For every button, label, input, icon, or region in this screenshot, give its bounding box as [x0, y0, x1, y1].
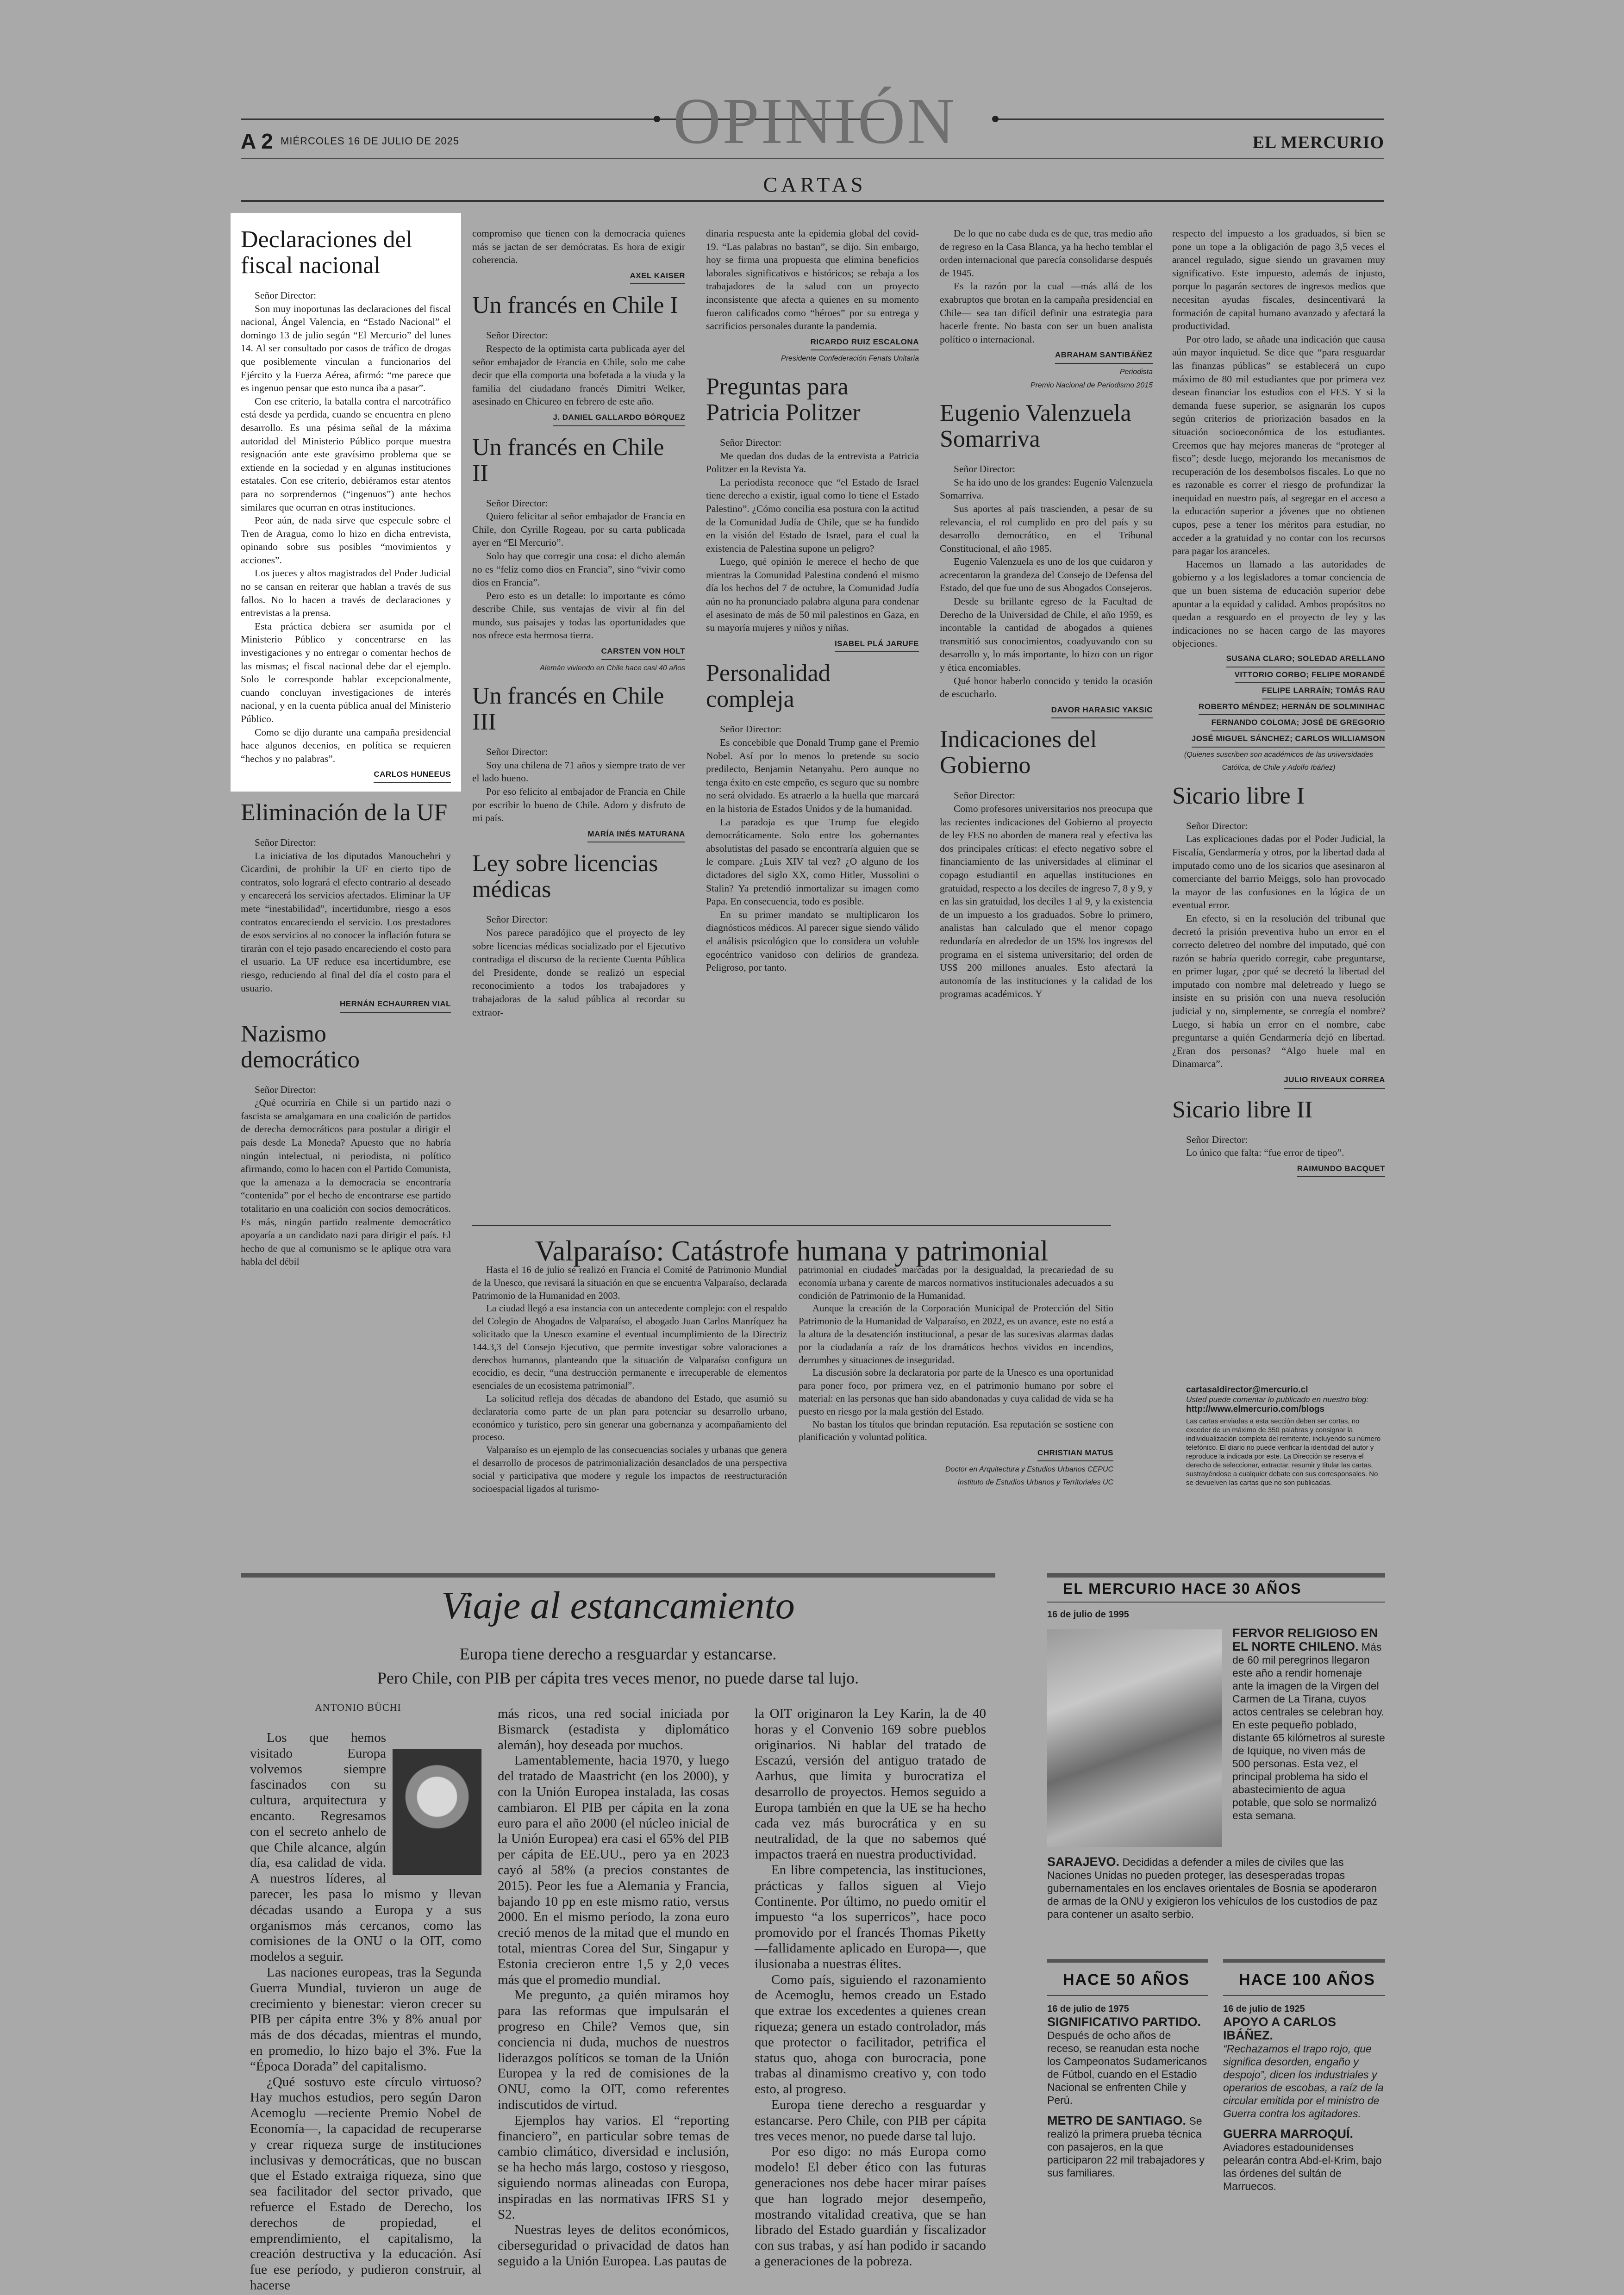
salute: Señor Director: [486, 330, 548, 341]
paragraph: ¿Qué ocurriría en Chile si un partido nazi o fascista se amalgamara en una coalición de partidos de derecha democráticos para postular a dirigir el país desde La Moneda? Apuesto que no habría ningún intelectual, ni periodista, ni político afirmando, como lo hacen con el Partido Comunista, que la amenaza a la democracia se encontraría “contenida” por el hecho de encontrarse ese partido totalitario en una coalición con socios democráticos. Es más, ningún partido realmente democrático apoyaría a un candidato nazi para dirigir el país. El hecho de que al comunismo se le aplique otra vara habla del débil [241, 1097, 451, 1267]
column-author: ANTONIO BÜCHI [315, 1702, 401, 1713]
author-photo [393, 1749, 481, 1875]
letter-title: Ley sobre licencias médicas [472, 850, 658, 903]
paragraph: Por eso digo: no más Europa como modelo! El deber ético con las futuras generaciones nos debe hacer mirar países que han logrado mejor desempeño, mostrando vitalidad creativa, que se han librado del Estado guardián y fiscalizador con sus trabas, y así han podido ir sacando a generaciones de la pobreza. [755, 2144, 986, 2269]
sidebar-heading-rule [1047, 1602, 1385, 1603]
salute: Señor Director: [486, 914, 548, 925]
column-5 [1172, 227, 1385, 1179]
paragraph: Hasta el 16 de julio se realizó en Francia el Comité de Patrimonio Mundial de la Unesco, que revisará la situación en que se encuentra Valparaíso, declarada Patrimonio de la Humanidad en 2003. [472, 1264, 787, 1301]
paragraph: Por eso felicito al embajador de Francia en Chile por escribir lo bueno de Chile. Adoro y disfruto de mi país. [472, 786, 685, 824]
paragraph: Las explicaciones dadas por el Poder Judicial, la Fiscalía, Gendarmería y otros, por la libertad dada al imputado como uno de los sicarios que asesinaron al comerciante del barrio Meiggs, solo han provocado la mayor de las confusiones en la lógica de un eventual error. [1172, 833, 1385, 911]
signature: MARÍA INÉS MATURANA [587, 828, 685, 843]
date-line: MIÉRCOLES 16 DE JULIO DE 2025 [281, 135, 460, 147]
story-title: GUERRA MARROQUÍ. [1223, 2127, 1353, 2141]
salute: Señor Director: [954, 790, 1016, 801]
blog-note: Usted puede comentar lo publicado en nuestro blog: [1186, 1395, 1369, 1404]
signature: J. DANIEL GALLARDO BÓRQUEZ [553, 411, 685, 426]
sidebar-story-30 [1232, 1627, 1385, 1822]
paragraph: Como país, siguiendo el razonamiento de Acemoglu, hemos creado un Estado que extrae los excedentes a quienes crean riqueza; genera un estado controlador, más que protector o facilitador, petrifica el status quo, ahoga con burocracia, pone trabas al dinamismo creativo y, con todo esto, al progreso. [755, 1972, 986, 2097]
valparaiso-rule [472, 1225, 1111, 1226]
column-title: Viaje al estancamiento [441, 1584, 795, 1627]
sidebar-100-rule-2 [1223, 1995, 1385, 1996]
story-title: METRO DE SANTIAGO. [1047, 2114, 1187, 2127]
paragraph: la OIT originaron la Ley Karin, la de 40 horas y el Convenio 169 sobre pueblos originarios. Ni hablar del tratado de Escazú, versión del antiguo tratado de Aarhus, que limita y burocratiza el desarrollo de proyectos. Hemos seguido a Europa también en que la UE se ha hecho cada vez más burocrática y en su neutralidad, de la que no sabemos qué impactos traerá en nuestra productividad. [755, 1706, 986, 1862]
column-1 [231, 213, 461, 1268]
salute: Señor Director: [720, 723, 782, 735]
letter-title: Nazismo democrático [241, 1020, 360, 1073]
column-body-2 [498, 1706, 729, 2270]
sidebar-heading: EL MERCURIO HACE 30 AÑOS [1063, 1580, 1302, 1597]
paragraph: Como profesores universitarios nos preocupa que las recientes indicaciones del Gobierno al proyecto de ley FES no aborden de manera real y efectiva las dos principales críticas: el efecto negativo sobre el financiamiento de las universidades al eliminar el copago estudiantil en aquellas instituciones en gratuidad, respecto a los deciles de ingreso 7, 8 y 9, y en las sin gratuidad, los deciles 1 al 9, y la existencia de un impuesto a los graduados. Sobre lo primero, analistas han calculado que el menor copago redundaría en alrededor de un 15% los ingresos del programa en el sistema universitario; del orden de US$ 200 millones anuales. Esto afectará la autonomía de las instituciones y la calidad de los programas académicos. Y [940, 803, 1153, 1000]
header-rule-top [241, 158, 1384, 159]
paragraph: Ejemplos hay varios. El “reporting financiero”, en particular sobre temas de cambio climático, diversidad e inclusión, se ha hecho más largo, costoso y riesgoso, siguiendo normas alineadas con Europa, inspiradas en las normativas IFRS S1 y S2. [498, 2113, 729, 2222]
paragraph: La paradoja es que Trump fue elegido democráticamente. Solo entre los gobernantes absolutistas del pasado se encontraría alguien que se le compare. ¿Luis XIV tal vez? ¿O alguno de los dictadores del siglo XX, como Hitler, Mussolini o Stalin? Ya pretendió inmortalizar su imagen como Papa. En consecuencia, todo es posible. [706, 816, 919, 907]
header-rule-right [995, 118, 1384, 120]
paragraph: Pero esto es un detalle: lo importante es cómo describe Chile, sus ventajas de vivir al fin del mundo, sus paisajes y todas las oportunidades que nos ofrece esta hermosa tierra. [472, 590, 685, 641]
paragraph: Son muy inoportunas las declaraciones del fiscal nacional, Ángel Valencia, en “Estado Nacional” el domingo 13 de julio según “El Mercurio” del lunes 14. Al ser consultado por casos de tráfico de drogas que posiblemente vinculan a funcionarios del Ejército y la Fuerza Aérea, afirmó: “me parece que es ingenuo pensar que esto nunca iba a pasar”. [241, 303, 451, 394]
signature: RAIMUNDO BACQUET [1297, 1162, 1385, 1178]
letter-rules: Las cartas enviadas a esta sección deben ser cortas, no exceder de un máximo de 350 palabras y consignar la individualización completa del remitente, incluyendo su número telefónico. El diario no puede verificar la identidad del autor y reproduce la indicada por este. La Dirección se reserva el derecho de seleccionar, extractar, resumir y titular las cartas, sustrayéndose a cualquier debate con sus corresponsales. No se devuelven las cartas que no son publicadas. [1186, 1417, 1381, 1487]
valparaiso-col-1 [472, 1264, 787, 1495]
column-body-3 [755, 1706, 986, 2270]
paragraph: Nos parece paradójico que el proyecto de ley sobre licencias médicas socializado por el Ejecutivo contradiga el discurso de la reciente Cuenta Pública del Presidente, donde se realizó un especial reconocimiento a todos los trabajadores y trabajadoras de la salud pública al recordar su extraor- [472, 927, 685, 1018]
story-text: Más de 60 mil peregrinos llegaron este año a rendir homenaje ante la imagen de la Virgen del Carmen de La Tirana, cuyos actos centrales se celebran hoy. En este pequeño poblado, distante 65 kilómetros al sureste de Iquique, no viven más de 500 personas. Esta vez, el principal problema ha sido el abastecimiento de agua potable, que solo se normalizó esta semana. [1232, 1641, 1385, 1821]
paragraph: Luego, qué opinión le merece el hecho de que mientras la Comunidad Palestina condenó el mismo día los hechos del 7 de octubre, la Comunidad Judía aún no ha pronunciado palabra alguna para condenar el asesinato de más de 50 mil palestinos en Gaza, en su mayoría mujeres y niños y niñas. [706, 556, 919, 634]
story-date: 16 de julio de 1975 [1047, 2004, 1129, 2014]
sidebar-story-100 [1223, 2002, 1385, 2193]
signature: ABRAHAM SANTIBÁÑEZ [1055, 349, 1153, 364]
header-rule-bottom [241, 200, 1384, 202]
paragraph: Lo único que falta: “fue error de tipeo”. [1186, 1147, 1344, 1159]
paragraph: Con ese criterio, la batalla contra el narcotráfico está desde ya perdida, cuando se encuentra en pleno desarrollo. Es una pésima señal de la máxima autoridad del Ministerio Público porque muestra resignación ante este gravísimo problema que se extiende en la sociedad y en algunas instituciones estatales. Con ese criterio, debiéramos estar atentos para no sorprendernos (“ingenuos”) ante hechos similares que ocurran en otras instituciones. [241, 395, 451, 513]
paragraph: más ricos, una red social iniciada por Bismarck (estadista y diplomático alemán), hoy deseada por muchos. [498, 1706, 729, 1752]
paragraph: Lamentablemente, hacia 1970, y luego del tratado de Maastricht (en los 2000), y con la Unión Europea instalada, las cosas cambiaron. El PIB per cápita en la zona euro para el año 2000 (el núcleo inicial de la Unión Europea) era casi el 65% del PIB per cápita de EE.UU., pero ya en 2023 cayó al 58% (a precios constantes de 2015). Peor les fue a Alemania y Francia, bajando 10 pp en este mismo ratio, versus 2000. En el mismo período, la zona euro creció menos de la mitad que el mundo en total, mientras Corea del Sur, Singapur y Estonia crecieron entre 1,5 y 2,0 veces más que el promedio mundial. [498, 1753, 729, 1987]
subsection-title: CARTAS [763, 173, 867, 196]
paragraph: Nuestras leyes de delitos económicos, ciberseguridad o privacidad de datos han seguido a la Unión Europea. Las pautas de [498, 2222, 729, 2269]
signature: CHRISTIAN MATUS [1037, 1447, 1113, 1461]
story-title: FERVOR RELIGIOSO EN EL NORTE CHILENO. [1232, 1626, 1378, 1653]
signature: ISABEL PLÁ JARUFE [835, 637, 919, 653]
sidebar-story-50 [1047, 2002, 1208, 2179]
signature: CARSTEN VON HOLT [601, 645, 685, 660]
paragraph: Esta práctica debiera ser asumida por el Ministerio Público y concentrarse en las investigaciones y no entregar o comentar hechos de las mismas; el fiscal nacional debe dar el ejemplo. Solo le corresponde hablar excepcionalmente, cuando concluyan investigaciones de interés nacional, y en la cuenta pública anual del Ministerio Público. [241, 620, 451, 724]
valparaiso-col-2 [799, 1264, 1113, 1496]
signature-role: Presidente Confederación Fenats Unitaria [781, 355, 919, 363]
story-title: APOYO A CARLOS IBÁÑEZ. [1223, 2015, 1337, 2042]
paragraph: respecto del impuesto a los graduados, si bien se pone un tope a la obligación de pago 3,5 veces el arancel regulado, sigue siendo un gravamen muy significativo. Este impuesto, además de injusto, porque lo pagarán sectores de ingresos medios que necesitan ayudas fiscales, desincentivará la formación de capital humano avanzado y afectará la productividad. [1172, 228, 1385, 332]
letter-title: Un francés en Chile I [472, 292, 678, 319]
contact-box [1186, 1385, 1385, 1487]
paragraph: En su primer mandato se multiplicaron los diagnósticos médicos. Al parecer sigue siendo válido el análisis psicológico que lo considera un voluble egocéntrico vanidoso con delirios de grandeza. Peligroso, por tanto. [706, 909, 919, 973]
salute: Señor Director: [1186, 820, 1248, 831]
blog-link[interactable]: http://www.elmercurio.com/blogs [1186, 1404, 1325, 1414]
contact-email[interactable]: cartasaldirector@mercurio.cl [1186, 1385, 1308, 1395]
paragraph: Los jueces y altos magistrados del Poder Judicial no se cansan en reiterar que hablan a través de sus fallos. No lo hacen a través de declaraciones y entrevistas a la prensa. [241, 568, 451, 619]
paragraph: La discusión sobre la declaratoria por parte de la Unesco es una oportunidad para poner foco, por primera vez, en el patrimonio humano por sobre el material: en las personas que han sido abandonadas y cuya calidad de vida se ha puesto en riesgo por la mala gestión del Estado. [799, 1367, 1113, 1417]
header-dot-left [654, 116, 660, 122]
paragraph: Por otro lado, se añade una indicación que causa aún mayor inquietud. Se dice que “para resguardar las finanzas públicas” se establecerá un cupo máximo de 80 mil estudiantes que por primera vez desean financiar los estudios con el FES. Y si la demanda fuese superior, se asignarán los cupos según criterios de priorización basados en la situación socioeconómica de los estudiantes. Creemos que hay mejores maneras de “proteger al fisco”; desde luego, mejorando los mecanismos de recuperación de los desembolsos fiscales. Lo que no es razonable es correr el riesgo de profundizar la inequidad en nuestro país, al segregar en el acceso a la educación superior a jóvenes que no obtienen cupos, pese a tener los méritos para estudiar, no acceder a la gratuidad y no contar con los recursos para pagar los aranceles. [1172, 333, 1385, 557]
signature-role: (Quienes suscriben son académicos de las universidades Católica, de Chile y Adolfo Ibáñez) [1184, 750, 1374, 772]
letter-title: Personalidad compleja [706, 660, 831, 713]
sidebar-date-30: 16 de julio de 1995 [1047, 1609, 1129, 1620]
story-title: SIGNIFICATIVO PARTIDO. [1047, 2015, 1201, 2029]
sidebar-100-rule [1223, 1959, 1385, 1963]
letter-title: Eliminación de la UF [241, 799, 448, 826]
letter-title: Un francés en Chile II [472, 434, 664, 486]
paragraph: Como se dijo durante una campaña presidencial hace algunos decenios, en política se requieren “hechos y no palabras”. [241, 726, 451, 764]
signature: RICARDO RUIZ ESCALONA [811, 336, 919, 351]
paragraph: Europa tiene derecho a resguardar y estancarse. Pero Chile, con PIB per cápita tres veces menor, no puede darse tal lujo. [755, 2097, 986, 2144]
story-text: Aviadores estadounidenses pelearán contra Abd-el-Krim, bajo las órdenes del sultán de Marruecos. [1223, 2141, 1382, 2192]
letter-title: Sicario libre I [1172, 782, 1305, 809]
paragraph: Solo hay que corregir una cosa: el dicho alemán no es “feliz como dios en Francia”, sino “vivir como dios en Francia”. [472, 550, 685, 588]
sidebar-heading-100: HACE 100 AÑOS [1239, 1971, 1375, 1989]
salute: Señor Director: [255, 290, 317, 301]
salute: Señor Director: [954, 463, 1016, 475]
story-title: SARAJEVO. [1047, 1855, 1120, 1869]
signature: SUSANA CLARO; SOLEDAD ARELLANO [1226, 652, 1385, 667]
column-top-rule [241, 1573, 995, 1578]
signature: JULIO RIVEAUX CORREA [1284, 1073, 1385, 1089]
letter-title: Indicaciones del Gobierno [940, 726, 1097, 779]
column-subtitle: Pero Chile, con PIB per cápita tres veces menor, no puede darse tal lujo. [377, 1669, 859, 1687]
column-subtitle: Europa tiene derecho a resguardar y estancarse. [459, 1645, 777, 1663]
sidebar-heading-50: HACE 50 AÑOS [1063, 1971, 1190, 1989]
page-number: A 2 [241, 129, 273, 153]
paragraph: Quiero felicitar al señor embajador de Francia en Chile, don Cyrille Rogeau, por su carta publicada ayer en “El Mercurio”. [472, 511, 685, 549]
sidebar-50-rule-2 [1047, 1995, 1208, 1996]
paragraph: La periodista reconoce que “el Estado de Israel tiene derecho a existir, igual como lo tiene el Estado Palestino”. ¿Cómo concilia esa postura con la actitud de la Comunidad Judía de Chile, que se ha fundido en la visión del Estado de Israel, para el cual la existencia de Palestina supone un peligro? [706, 476, 919, 554]
sidebar-story-30b [1047, 1855, 1385, 1921]
sidebar-50-rule [1047, 1959, 1208, 1963]
masthead: EL MERCURIO [1252, 133, 1384, 152]
signature: JOSÉ MIGUEL SÁNCHEZ; CARLOS WILLIAMSON [1192, 732, 1385, 748]
paragraph: Me pregunto, ¿a quién miramos hoy para las reformas que impulsarán el progreso en Chile? Vemos que, sin conciencia ni duda, muchos de nuestros liderazgos políticos se toman de la Unión Europea y la red de comisiones de la ONU, como la OIT, como referentes indiscutidos de virtud. [498, 1988, 729, 2112]
column-body-1 [250, 1730, 481, 2294]
paragraph: La ciudad llegó a esa instancia con un antecedente complejo: con el respaldo del Colegio de Abogados de Valparaíso, el abogado Juan Carlos Manríquez ha solicitado que la Unesco examine el eventual incumplimiento de la Directriz 144.3,3 del Consejo Ejecutivo, que permite investigar sobre valoraciones a derechos humanos, planteando que la situación de Valparaíso configura un ecocidio, es decir, “una destrucción permanente e irrecuperable de elementos esenciales de un ecosistema patrimonial”. [472, 1303, 787, 1391]
paragraph: Las naciones europeas, tras la Segunda Guerra Mundial, tuvieron un auge de crecimiento y bienestar: vieron crecer su PIB per cápita entre 3% y 8% anual por más de dos décadas, mientras el mundo, en promedio, lo hizo bajo el 3%. Fue la “Época Dorada” del capitalismo. [250, 1964, 481, 2074]
signature-role: Alemán viviendo en Chile hace casi 40 años [540, 664, 685, 672]
signature: CARLOS HUNEEUS [374, 768, 451, 783]
paragraph: Eugenio Valenzuela es uno de los que cuidaron y acrecentaron la grandeza del Consejo de Defensa del Estado, del que fue uno de sus Abogados Consejeros. [940, 556, 1153, 594]
story-date: 16 de julio de 1925 [1223, 2004, 1305, 2014]
paragraph: No bastan los títulos que brindan reputación. Esa reputación se sostiene con planificación y voluntad política. [799, 1418, 1113, 1443]
paragraph: ¿Qué sostuvo este círculo virtuoso? Hay muchos estudios, pero según Daron Acemoglu —reciente Premio Nobel de Economía—, la capacidad de recuperarse y crear riqueza surge de instituciones inclusivas y democráticas, que no buscan que el Estado extraiga riqueza, sino que sea facilitador del sector privado, que refuerce el Estado de Derecho, los derechos de propiedad, el emprendimiento, el capitalismo, la creación destructiva y la educación. Así fue ese período, y pudieron construir, al hacerse [250, 2074, 481, 2293]
signature: AXEL KAISER [630, 269, 686, 285]
letter-title: Un francés en Chile III [472, 683, 664, 736]
valparaiso-title: Valparaíso: Catástrofe humana y patrimonial [535, 1235, 1049, 1267]
signature: FELIPE LARRAÍN; TOMÁS RAU [1262, 684, 1385, 699]
letter-title: Sicario libre II [1172, 1096, 1313, 1123]
section-title: OPINIÓN [673, 84, 956, 157]
letter-title: Declaraciones del fiscal nacional [241, 226, 413, 279]
letter-title: Eugenio Valenzuela Somarriva [940, 400, 1131, 453]
salute: Señor Director: [486, 746, 548, 758]
signature: ROBERTO MÉNDEZ; HERNÁN DE SOLMINIHAC [1199, 700, 1385, 716]
sidebar-top-rule [1047, 1573, 1385, 1578]
sidebar-photo [1047, 1629, 1222, 1847]
paragraph: En efecto, si en la resolución del tribunal que decretó la prisión preventiva hubo un error en el correcto deletreo del nombre del imputado, qué con razón se habría querido corregir, cabe preguntarse, en primer lugar, ¿por qué se decretó la libertad del imputado con nombre mal deletreado y luego se insiste en su prisión con una nueva resolución judicial y no, simplemente, se corregía el nombre? Luego, si había un error en el nombre, cabe preguntarse a quién Gendarmería dejó en libertad. ¿Eran dos personas? “Algo huele mal en Dinamarca”. [1172, 912, 1385, 1070]
salute: Señor Director: [720, 437, 782, 448]
paragraph: Me quedan dos dudas de la entrevista a Patricia Politzer en la Revista Ya. [706, 450, 919, 475]
paragraph: Aunque la creación de la Corporación Municipal de Protección del Sitio Patrimonio de la Humanidad de Valparaíso, en 2022, es un avance, este no está a la altura de la desatención institucional, a pesar de las sucesivas alarmas dadas por la ciudadanía a raíz de los dramáticos hechos vividos en incendios, derrumbes y situaciones de inseguridad. [799, 1303, 1113, 1366]
paragraph: Valparaíso es un ejemplo de las consecuencias sociales y urbanas que genera el desarrollo de procesos de patrimonialización desanclados de una perspectiva social y participativa que modere y regule los impactos de reestructuración socioespacial ligados al turismo- [472, 1444, 787, 1494]
salute: Señor Director: [255, 1084, 317, 1095]
signature: FERNANDO COLOMA; JOSÉ DE GREGORIO [1212, 716, 1385, 731]
paragraph: De lo que no cabe duda es de que, tras medio año de regreso en la Casa Blanca, ya ha hecho temblar el orden internacional que parecía consolidarse después de 1945. [940, 228, 1153, 279]
header-dot-right [992, 116, 999, 122]
story-text: Decididas a defender a miles de civiles que las Naciones Unidas no pueden proteger, las desesperadas tropas gubernamentales en los enclaves orientales de Bosnia se apoderaron de armas de la ONU y exigieron los vehículos de los custodios de paz para contener un asalto serbio. [1047, 1856, 1378, 1920]
paragraph: Respecto de la optimista carta publicada ayer del señor embajador de Francia en Chile, solo me cabe decir que ella comporta una bofetada a la viuda y la familia del ciudadano francés Dimitri Welker, asesinado en Chicureo en febrero de este año. [472, 343, 685, 407]
story-text: Se realizó la primera prueba técnica con pasajeros, en la que participaron 22 mil trabajadores y sus familiares. [1047, 2115, 1205, 2179]
salute: Señor Director: [1186, 1134, 1248, 1145]
paragraph: Desde su brillante egreso de la Facultad de Derecho de la Universidad de Chile, el año 1959, es incontable la cantidad de abogados a quienes transmitió sus conocimientos, coadyuvando con su desarrollo y, lo más importante, lo hizo con un rigor y ética encomiables. [940, 596, 1153, 674]
signature: HERNÁN ECHAURREN VIAL [340, 998, 451, 1013]
paragraph: Es la razón por la cual —más allá de los exabruptos que brotan en la campaña presidencial en Chile— sea tan difícil definir una estrategia para hacerle frente. No basta con ser un buen analista político o internacional. [940, 281, 1153, 345]
column-2 [472, 227, 685, 1019]
story-text: Después de ocho años de receso, se reanudan esta noche los Campeonatos Sudamericanos de Fútbol, cuando en el Estadio Nacional se enfrenten Chile y Perú. [1047, 2029, 1207, 2106]
signature: VITTORIO CORBO; FELIPE MORANDÉ [1235, 668, 1385, 684]
letter-fiscal [231, 213, 461, 792]
signature: DAVOR HARASIC YAKSIC [1051, 704, 1153, 719]
signature-role: Periodista Premio Nacional de Periodismo 2015 [1030, 368, 1153, 389]
column-4 [940, 227, 1153, 1001]
column-3 [706, 227, 919, 974]
paragraph: Qué honor haberlo conocido y tenido la ocasión de escucharlo. [940, 675, 1153, 700]
signature-role: Doctor en Arquitectura y Estudios Urbanos CEPUC Instituto de Estudios Urbanos y Territoriales UC [945, 1465, 1113, 1486]
paragraph: patrimonial en ciudades marcadas por la desigualdad, la precariedad de su economía urbana y carente de marcos normativos institucionales adecuados a su condición de Patrimonio de la Humanidad. [799, 1264, 1113, 1301]
paragraph: La solicitud refleja dos décadas de abandono del Estado, que asumió su declaratoria como parte de un plan para potenciar su desarrollo urbano, económico y turístico, pero sin generar una gobernanza y acompañamiento del proceso. [472, 1392, 787, 1443]
paragraph: Soy una chilena de 71 años y siempre trato de ver el lado bueno. [472, 759, 685, 784]
salute: Señor Director: [255, 836, 317, 848]
letter-uf [231, 800, 461, 1268]
paragraph: Peor aún, de nada sirve que especule sobre el Tren de Aragua, como lo hizo en dicha entrevista, opinando sobre sus posibles “movimientos y acciones”. [241, 515, 451, 566]
paragraph: compromiso que tienen con la democracia quienes más se jactan de ser demócratas. Es hora de exigir coherencia. [472, 228, 685, 266]
paragraph: Hacemos un llamado a las autoridades de gobierno y a los legisladores a tomar conciencia de que un buen sistema de educación superior debe apuntar a la equidad y calidad. Ambos propósitos no quedan a resguardo en el proyecto de ley y las indicaciones no se hacen cargo de las mayores objeciones. [1172, 558, 1385, 649]
paragraph: Es concebible que Donald Trump gane el Premio Nobel. Así por lo menos lo pretende su socio predilecto, Benjamin Netanyahu. Pero aunque no tenga éxito en este empeño, es seguro que su nombre no será olvidado. Es atraerlo a la huella que marcará en la historia de Estados Unidos y de la humanidad. [706, 737, 919, 814]
paragraph: Los que hemos visitado Europa volvemos siempre fascinados con su cultura, arquitectura y encanto. Regresamos con el secreto anhelo de que Chile alcance, algún día, esa calidad de vida. A nuestros líderes, al parecer, les pasa lo mismo y llevan décadas usando a Europa y a sus organismos más cercanos, como las comisiones de la ONU o la OIT, como modelos a seguir. [250, 1730, 481, 1964]
paragraph: En libre competencia, las instituciones, prácticas y fallos siguen al Viejo Continente. Por último, no puedo omitir el impuesto “a los superricos”, hace poco promovido por el francés Thomas Piketty —fallidamente aplicado en Europa—, que ilusionaba a nuestras élites. [755, 1862, 986, 1971]
paragraph: La iniciativa de los diputados Manouchehri y Cicardini, de prohibir la UF en cierto tipo de contratos, solo logrará el efecto contrario al deseado y encarecerá los servicios afectados. Eliminar la UF mete “inestabilidad”, incertidumbre, riesgo a esos contratos encareciendo el servicio. Los prestadores de esos servicios al no conocer la inflación futura se tirarán con el tejo pasado encareciendo el costo para el usuario. La UF reduce esa incertidumbre, ese riesgo, reduciendo al final del día el costo para el usuario. [241, 850, 451, 994]
paragraph: dinaria respuesta ante la epidemia global del covid-19. “Las palabras no bastan”, se dijo. Sin embargo, hoy se firma una propuesta que elimina beneficios laborales significativos e históricos; se rebaja a los trabajadores de la salud con un proyecto inconsistente que afecta a quienes en su momento fueron calificados como “héroes” por su entrega y sacrificios personales durante la pandemia. [706, 228, 919, 332]
paragraph: Se ha ido uno de los grandes: Eugenio Valenzuela Somarriva. [940, 476, 1153, 501]
letter-title: Preguntas para Patricia Politzer [706, 373, 861, 426]
story-text: “Rechazamos el trapo rojo, que significa desorden, engaño y despojo”, dicen los industriales y operarios de escobas, a raíz de la circular emitida por el ministro de Guerra contra los agitadores. [1223, 2043, 1384, 2120]
salute: Señor Director: [486, 497, 548, 509]
paragraph: Sus aportes al país trascienden, a pesar de su relevancia, el rol cumplido en pro del país y su desarrollo democrático, en el Tribunal Constitucional, el año 1985. [940, 503, 1153, 554]
